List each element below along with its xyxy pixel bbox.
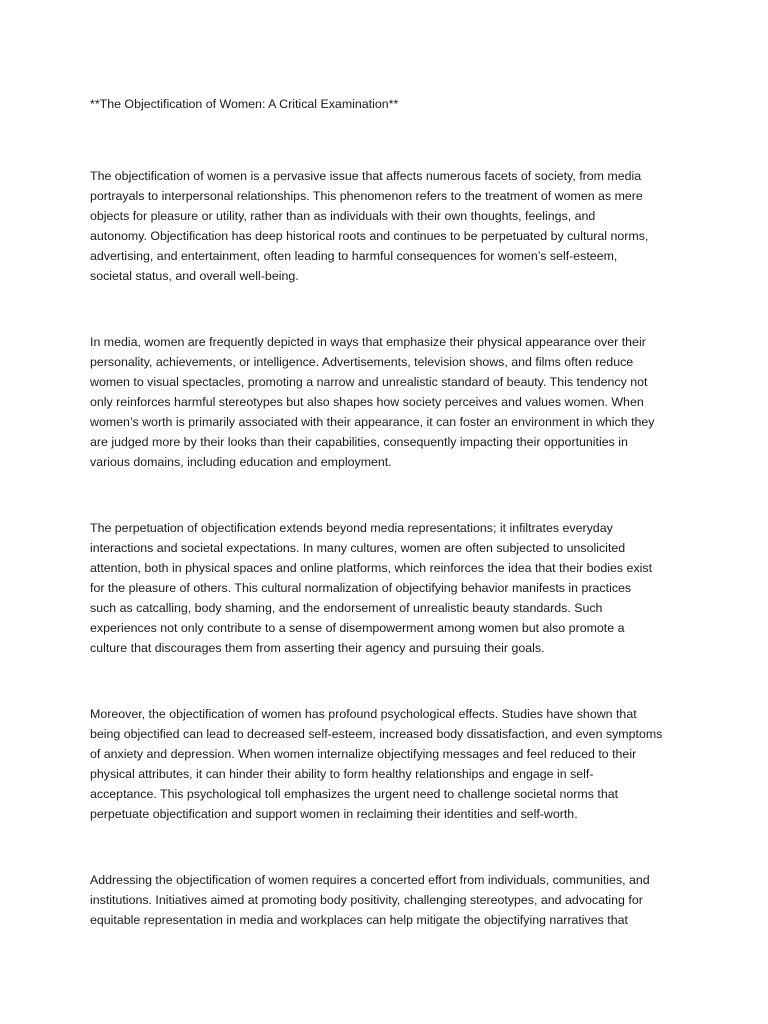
paragraph-3 <box>90 518 682 658</box>
text-line: advertising, and entertainment, often leading to harmful consequences for women’s self-esteem, <box>90 249 618 263</box>
text-line: Moreover, the objectification of women has profound psychological effects. Studies have shown that <box>90 707 637 721</box>
paragraph-2 <box>90 332 682 472</box>
text-line: In media, women are frequently depicted in ways that emphasize their physical appearance over their <box>90 335 646 349</box>
document-title: **The Objectification of Women: A Critical Examination** <box>90 97 399 111</box>
text-line: The perpetuation of objectification extends beyond media representations; it infiltrates everyday <box>90 521 613 535</box>
text-line: personality, achievements, or intelligence. Advertisements, television shows, and films often reduce <box>90 355 634 369</box>
paragraph-4 <box>90 704 682 824</box>
text-line: societal status, and overall well-being. <box>90 269 299 283</box>
text-line: for the pleasure of others. This cultural normalization of objectifying behavior manifests in practices <box>90 581 632 595</box>
text-line: women to visual spectacles, promoting a narrow and unrealistic standard of beauty. This tendency not <box>90 375 648 389</box>
text-line: portrayals to interpersonal relationships. This phenomenon refers to the treatment of women as mere <box>90 189 643 203</box>
paragraph-5 <box>90 870 682 930</box>
text-line: Addressing the objectification of women requires a concerted effort from individuals, communities, and <box>90 873 650 887</box>
text-line: interactions and societal expectations. In many cultures, women are often subjected to unsolicited <box>90 541 626 555</box>
text-line: autonomy. Objectification has deep historical roots and continues to be perpetuated by cultural norms, <box>90 229 649 243</box>
text-line: equitable representation in media and workplaces can help mitigate the objectifying narratives that <box>90 913 628 927</box>
text-line: physical attributes, it can hinder their ability to form healthy relationships and engage in self- <box>90 767 594 781</box>
text-line: women’s worth is primarily associated with their appearance, it can foster an environment in which they <box>90 415 655 429</box>
text-line: The objectification of women is a pervasive issue that affects numerous facets of society, from media <box>90 169 642 183</box>
text-line: culture that discourages them from asserting their agency and pursuing their goals. <box>90 641 545 655</box>
text-line: acceptance. This psychological toll emphasizes the urgent need to challenge societal norms that <box>90 787 619 801</box>
text-line: of anxiety and depression. When women internalize objectifying messages and feel reduced to their <box>90 747 637 761</box>
paragraph-1 <box>90 166 682 286</box>
text-line: such as catcalling, body shaming, and the endorsement of unrealistic beauty standards. Such <box>90 601 603 615</box>
text-line: objects for pleasure or utility, rather than as individuals with their own thoughts, feelings, and <box>90 209 596 223</box>
text-line: only reinforces harmful stereotypes but also shapes how society perceives and values women. When <box>90 395 644 409</box>
text-line: attention, both in physical spaces and online platforms, which reinforces the idea that their bodies exist <box>90 561 653 575</box>
text-line: perpetuate objectification and support women in reclaiming their identities and self-worth. <box>90 807 578 821</box>
text-line: experiences not only contribute to a sense of disempowerment among women but also promote a <box>90 621 625 635</box>
text-line: are judged more by their looks than their capabilities, consequently impacting their opportunities in <box>90 435 628 449</box>
text-line: institutions. Initiatives aimed at promoting body positivity, challenging stereotypes, and advocating for <box>90 893 643 907</box>
text-line: various domains, including education and employment. <box>90 455 392 469</box>
text-line: being objectified can lead to decreased self-esteem, increased body dissatisfaction, and even symptoms <box>90 727 663 741</box>
